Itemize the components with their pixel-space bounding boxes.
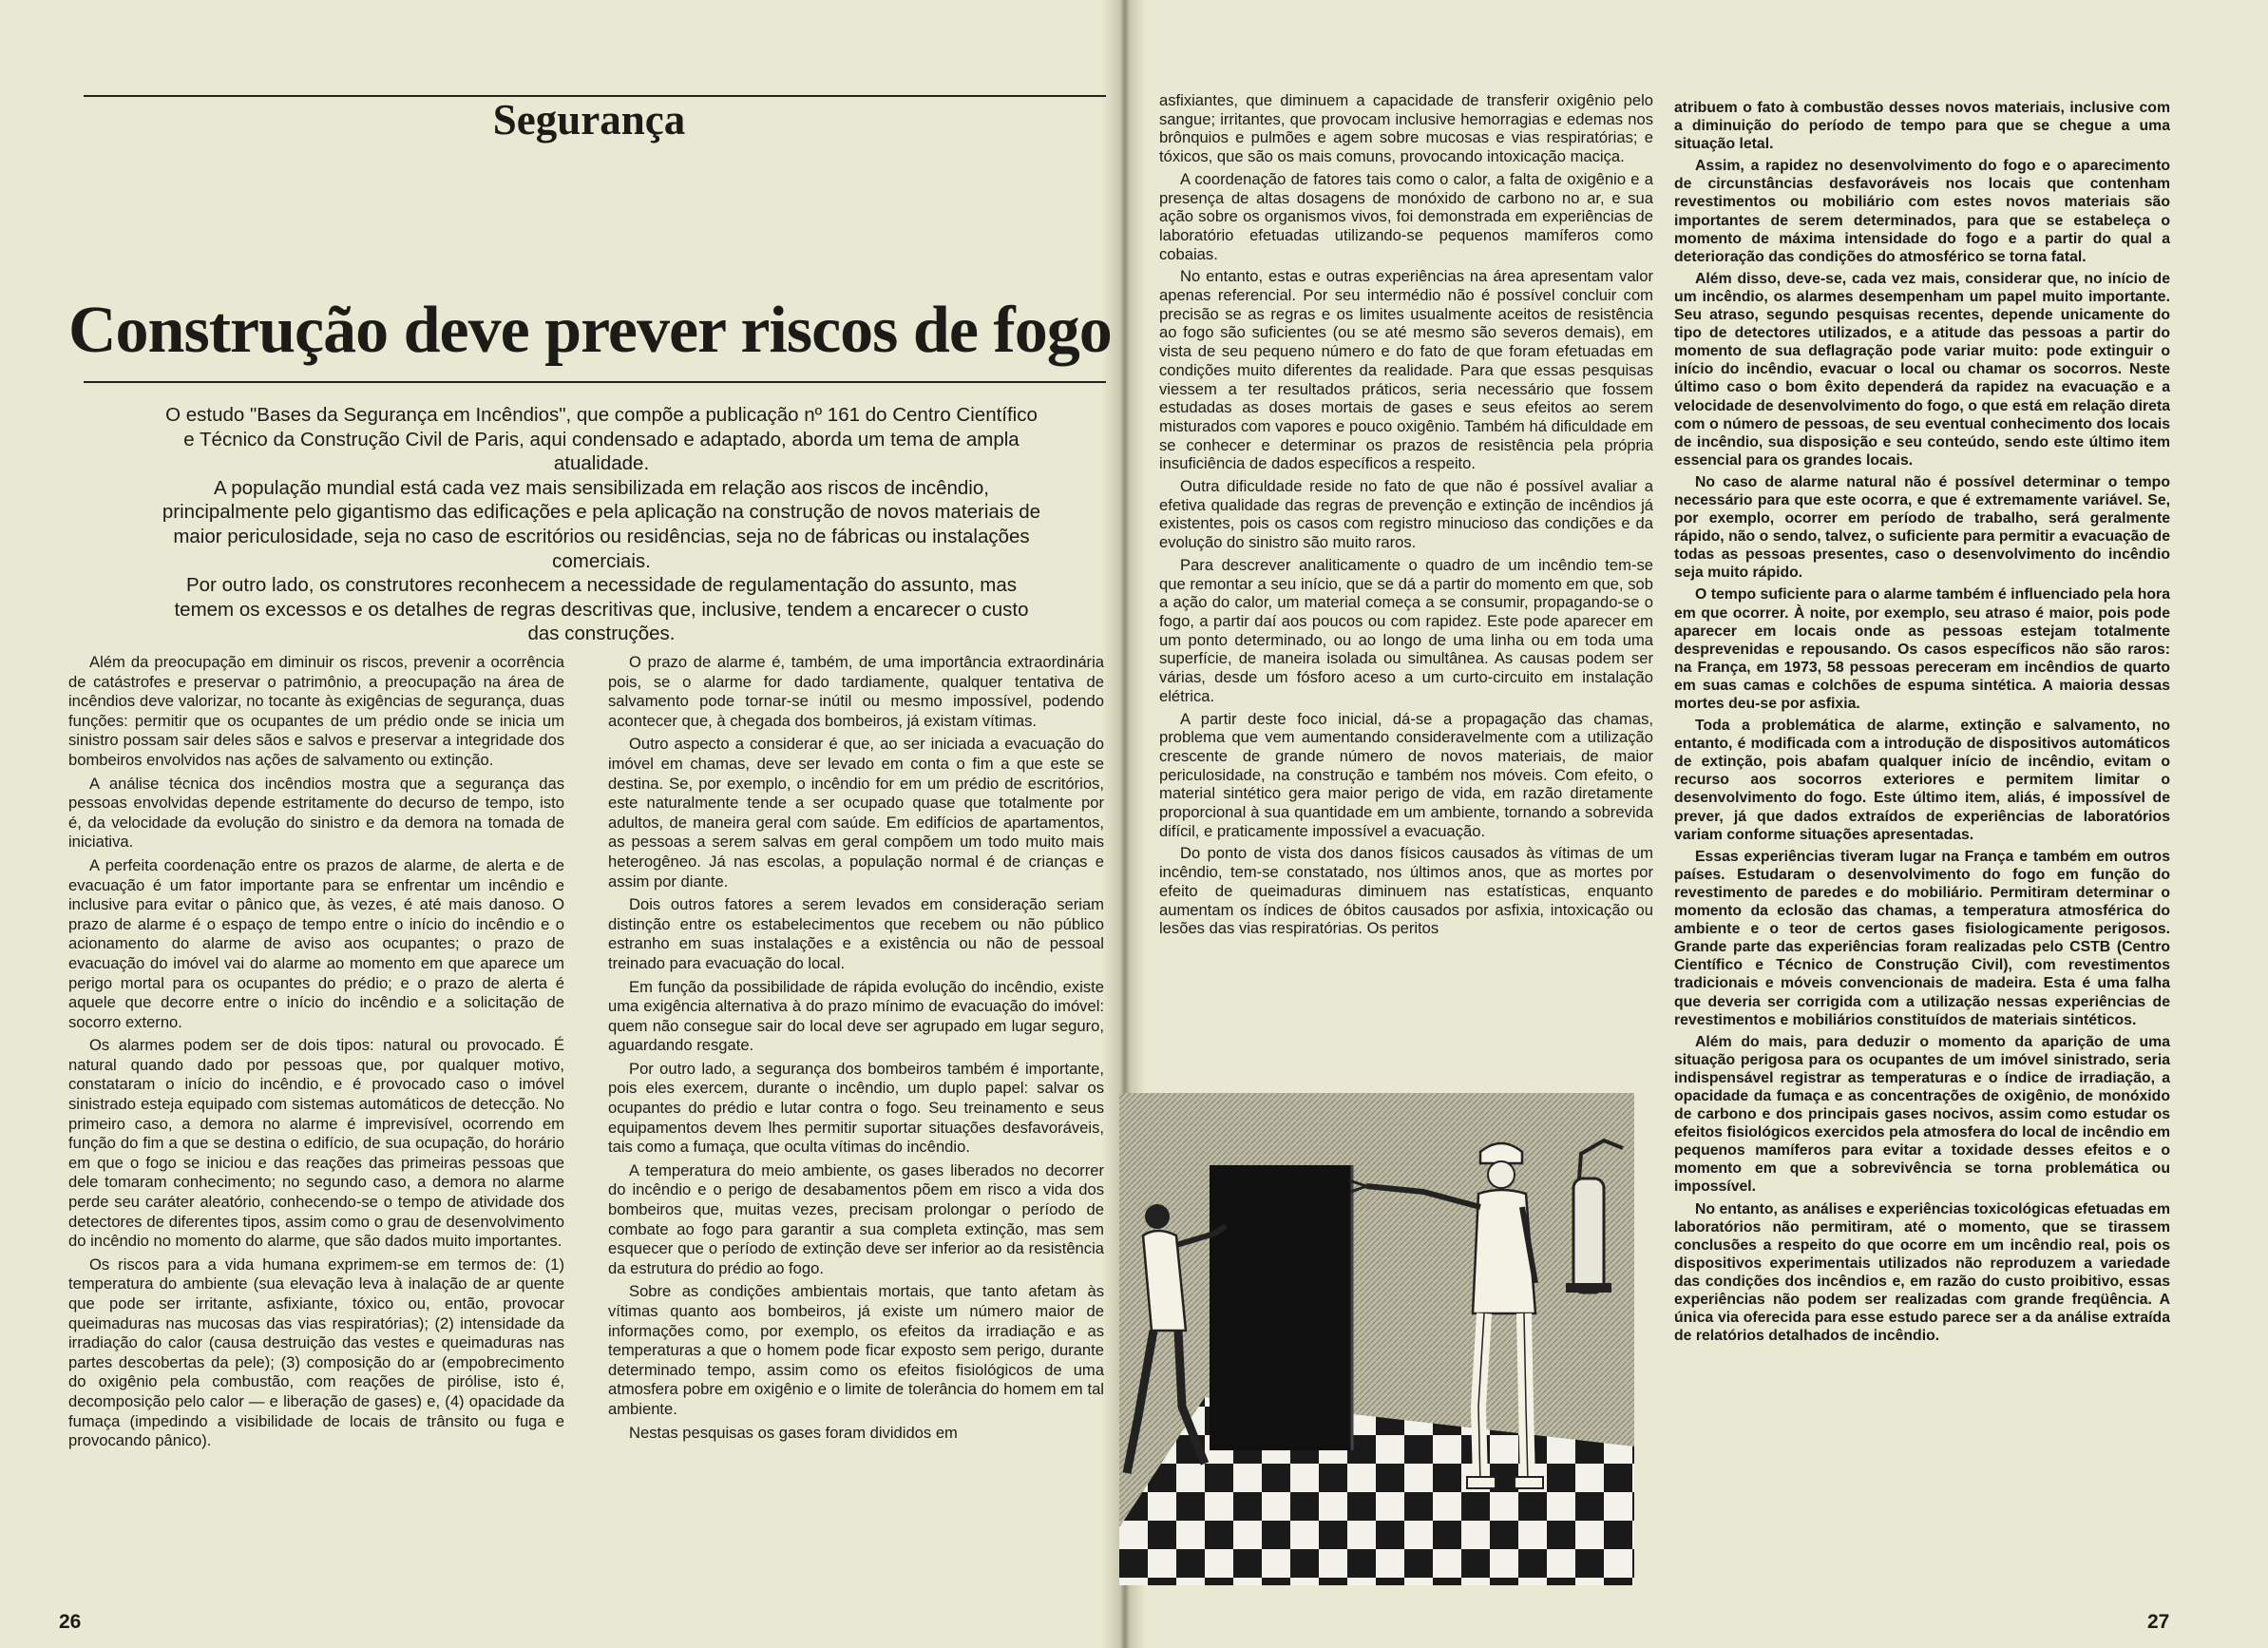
intro-paragraph: O estudo "Bases da Segurança em Incêndios", que compõe a publicação nº 161 do Centro Científico e Técnico da Construção Civil de Paris, aqui condensado e adaptado, aborda um tema de ampla atualidade. <box>165 404 1038 475</box>
column-right-1 <box>1159 91 1653 942</box>
body-paragraph: A análise técnica dos incêndios mostra que a segurança das pessoas envolvidas depende estritamente do decurso de tempo, isto é, da velocidade da evolução do sinistro e da demora na tomada de iniciativa. <box>68 774 564 852</box>
body-paragraph: Além disso, deve-se, cada vez mais, considerar que, no início de um incêndio, os alarmes desempenham um papel muito importante. Seu atraso, segundo pesquisas recentes, depende unicamente do tipo de detectores utilizados, e a atitude das pessoas a partir do momento de sua deflagração pode variar muito: pode extinguir o início do incêndio, evacuar o local ou chamar os socorros. Neste último caso o bom êxito dependerá da rapidez na evacuação e a velocidade de desenvolvimento do fogo, o que está em relação direta com o número de pessoas, de seu eventual conhecimento dos locais de incêndio, sua disposição e seu conteúdo, sendo este último item essencial para os grandes locais. <box>1674 270 2170 469</box>
firefighter-illustration <box>1119 1093 1634 1585</box>
body-paragraph: Além da preocupação em diminuir os riscos, prevenir a ocorrência de catástrofes e preservar o patrimônio, a preocupação na área de incêndios deve valorizar, no tocante às exigências de segurança, duas funções: permitir que os ocupantes de um prédio onde se inicia um sinistro possam sair deles sãos e salvos e preservar a integridade dos bombeiros envolvidos nas ações de salvamento ou extinção. <box>68 653 564 769</box>
article-headline: Construção deve prever riscos de fogo <box>68 294 1112 367</box>
dark-doorway <box>1210 1165 1352 1450</box>
body-paragraph: O prazo de alarme é, também, de uma importância extraordinária pois, se o alarme for dado tardiamente, qualquer tentativa de salvamento pode tornar-se inútil ou mesmo impossível, podendo acontecer que, à chegada dos bombeiros, já existam vítimas. <box>608 653 1104 730</box>
body-paragraph: Os riscos para a vida humana exprimem-se em termos de: (1) temperatura do ambiente (sua elevação leva à inalação de ar quente que pode ser irritante, asfixiante, tóxico ou, então, provocar queimaduras nas mucosas das vias respiratórias); (2) intensidade da irradiação do calor (causa destruição das vestes e queimaduras nas partes descobertas da pele); (3) composição do ar (empobrecimento do oxigênio pela combustão, com reações de pirólise, isto é, decomposição pelo calor — e liberação de gases) e, (4) opacidade da fumaça (impedindo a visibilidade de locais de trânsito ou fuga e provocando pânico). <box>68 1255 564 1450</box>
body-paragraph: A perfeita coordenação entre os prazos de alarme, de alerta e de evacuação é um fator importante para se enfrentar um incêndio e inclusive para evitar o pânico que, às vezes, é até mais danoso. O prazo de alarme é o espaço de tempo entre o início do incêndio e o acionamento do alarme de aviso aos ocupantes; o prazo de evacuação do imóvel vai do alarme ao momento em que aparece um perigo mortal para os ocupantes do prédio; e o prazo de alerta é aquele que decorre entre o início do incêndio e a solicitação de socorro externo. <box>68 855 564 1031</box>
body-paragraph: Nestas pesquisas os gases foram divididos em <box>629 1423 958 1442</box>
page-number-left: 26 <box>59 1611 82 1633</box>
body-paragraph: Toda a problemática de alarme, extinção e salvamento, no entanto, é modificada com a introdução de dispositivos automáticos de extinção, pois abafam qualquer início de incêndio, evitam o recurso aos socorros exteriores e permitem limitar o desenvolvimento do fogo. Este último item, aliás, é impossível de prever, já que dados extraídos de experiências de laboratórios variam conforme situações apresentadas. <box>1674 718 2170 843</box>
body-paragraph: No entanto, as análises e experiências toxicológicas efetuadas em laboratórios não permitiram, até o momento, que se tirassem conclusões a respeito do que ocorre em um incêndio real, pois os dispositivos experimentais utilizados não reproduzem a variedade das condições dos incêndios e, em razão do custo proibitivo, essas experiências não podem ser realizadas com grande freqüência. A única via oferecida para esse estudo parece ser a da análise extraída de relatórios detalhados de incêndio. <box>1674 1200 2170 1345</box>
body-paragraph: Para descrever analiticamente o quadro de um incêndio tem-se que remontar a seu início, que se dá a partir do momento em que, sob a ação do calor, um material começa a se consumir, propagando-se o fogo, a partir daí aos poucos ou com rapidez. Este pode aparecer em um ponto determinado, ou ao longo de uma linha ou em toda uma superfície, de maneira isolada ou simultânea. As causas podem ser várias, desde um fósforo aceso a um curto-circuito em instalação elétrica. <box>1159 555 1653 705</box>
body-paragraph: asfixiantes, que diminuem a capacidade de transferir oxigênio pelo sangue; irritantes, que provocam inclusive hemorragias e edemas nos brônquios e pulmões e agem sobre mucosas e vias respiratórias; e tóxicos, que são os mais comuns, provocando intoxicação maciça. <box>1159 91 1653 166</box>
body-paragraph: A coordenação de fatores tais como o calor, a falta de oxigênio e a presença de altas dosagens de monóxido de carbono no ar, e sua ação sobre os organismos vivos, foi demonstrada em experiências de laboratório efetuadas utilizando-se pequenos mamíferos como cobaias. <box>1159 169 1653 263</box>
body-paragraph: No caso de alarme natural não é possível determinar o tempo necessário para que este ocorra, e que é extremamente variável. Se, por exemplo, ocorrer em período de trabalho, será geralmente rápido, não o sendo, talvez, o suficiente para permitir a evacuação de todas as pessoas presentes, caso o desenvolvimento do incêndio seja muito rápido. <box>1674 473 2170 582</box>
article-intro <box>160 403 1043 646</box>
body-paragraph: Outra dificuldade reside no fato de que não é possível avaliar a efetiva qualidade das regras de prevenção e extinção de incêndios já existentes, pois os casos com registro minucioso das condições e da evolução do sinistro são muito raros. <box>1159 477 1653 552</box>
intro-paragraph: A população mundial está cada vez mais sensibilizada em relação aos riscos de incêndio, principalmente pelo gigantismo das edificações e pela aplicação na construção de novos materiais de maior periculosidade, seja no caso de escritórios ou residências, seja no de fábricas ou instalações comerciais. <box>162 476 1041 572</box>
body-paragraph: Em função da possibilidade de rápida evolução do incêndio, existe uma exigência alternativa à do prazo mínimo de evacuação do imóvel: quem não consegue sair do local deve ser agrupado em lugar seguro, aguardando resgate. <box>608 977 1104 1055</box>
body-paragraph: Sobre as condições ambientais mortais, que tanto afetam às vítimas quanto aos bombeiros, já existe um número maior de informações como, por exemplo, os efeitos da irradiação e as temperaturas a que o homem pode ficar exposto sem perigo, durante determinado tempo, assim como os efeitos fisiológicos de uma atmosfera pobre em oxigênio e o limite de tolerância do homem em tal ambiente. <box>608 1282 1104 1418</box>
page-number-right: 27 <box>2147 1611 2170 1633</box>
column-left-1 <box>68 653 564 1455</box>
body-paragraph: Outro aspecto a considerar é que, ao ser iniciada a evacuação do imóvel em chamas, deve ser levado em conta o fim a que este se destina. Se, por exemplo, o incêndio for em um prédio de escritórios, este naturalmente tende a ser ocupado quase que totalmente por adultos, de maneira geral com saúde. Em edifícios de apartamentos, as pessoas a serem salvas em geral compõem um todo muito mais heterogêneo. Já nas escolas, a população normal é de crianças e assim por diante. <box>608 735 1104 891</box>
column-left-2 <box>608 653 1104 1447</box>
section-title: Segurança <box>492 96 686 144</box>
body-paragraph: O tempo suficiente para o alarme também é influenciado pela hora em que ocorrer. À noite, por exemplo, seu atraso é maior, pois pode aparecer em locais onde as pessoas estejam totalmente desprevenidas e repousando. Os casos específicos não são raros: na França, em 1973, 58 pessoas pereceram em incêndios de quarto em suas camas e colchões de espuma sintética. A maioria dessas mortes deu-se por asfixia. <box>1674 586 2170 712</box>
body-paragraph: Do ponto de vista dos danos físicos causados às vítimas de um incêndio, tem-se constatado, nos últimos anos, que as mortes por efeito de queimaduras diminuem nas estatísticas, enquanto aumentam os índices de óbitos causados por asfixia, intoxicação ou lesões das vias respiratórias. Os peritos <box>1159 844 1653 938</box>
intro-paragraph: Por outro lado, os construtores reconhecem a necessidade de regulamentação do assunto, mas temem os excessos e os detalhes de regras descritivas que, inclusive, tendem a encarecer o custo das construções. <box>174 574 1029 645</box>
header-rule-bottom <box>84 381 1106 383</box>
body-paragraph: Por outro lado, a segurança dos bombeiros também é importante, pois eles exercem, durante o incêndio, um duplo papel: salvar os ocupantes do prédio e lutar contra o fogo. Seu treinamento e seus equipamentos devem lhes permitir suportar situações desfavoráveis, tais como a fumaça, que oculta vítimas do incêndio. <box>608 1059 1104 1157</box>
body-paragraph: A temperatura do meio ambiente, os gases liberados no decorrer do incêndio e o perigo de desabamentos põem em risco a vida dos bombeiros que, muitas vezes, precisam prolongar o período de combate ao fogo para garantir a sua completa extinção, mas sem esquecer que o período de extinção deve ser inferior ao da resistência da estrutura do prédio ao fogo. <box>608 1160 1104 1277</box>
body-paragraph: atribuem o fato à combustão desses novos materiais, inclusive com a diminuição do período de tempo para que se chegue a uma situação letal. <box>1674 100 2170 153</box>
body-paragraph: Essas experiências tiveram lugar na França e também em outros países. Estudaram o desenvolvimento do fogo em função do revestimento de paredes e do mobiliário. Permitiram determinar o momento da eclosão das chamas, a temperatura atmosférica do ambiente e o teor de certos gases fisiologicamente perigosos. Grande parte das experiências foram realizadas pelo CSTB (Centro Científico e Técnico de Construção Civil), com revestimentos tradicionais e móveis convencionais de madeira. Esta é uma falha que deveria ser corrigida com a utilização nessas experiências de revestimentos e mobiliários constituídos de materiais sintéticos. <box>1674 848 2170 1028</box>
body-paragraph: No entanto, estas e outras experiências na área apresentam valor apenas referencial. Por seu intermédio não é possível concluir com precisão se as regras e os limites usualmente aceitos de resistência ao fogo são suficientes (ou se até mesmo são severos demais), em vista de seu pequeno número e do fato de que foram efetuadas em condições muito diferentes da realidade. Para que essas pesquisas viessem a ter resultados práticos, seria necessário que fossem estudadas as doses mortais de gases e seus efeitos ao serem misturados com vapores e pouco oxigênio. Também há dificuldade em se conhecer e determinar os prazos de resistência pela própria insuficiência de dados específicos a respeito. <box>1159 267 1653 473</box>
body-paragraph: Dois outros fatores a serem levados em consideração seriam distinção entre os estabelecimentos que recebem ou não público estranho em suas instalações e a existência ou não de pessoal treinado para evacuação do local. <box>608 895 1104 972</box>
body-paragraph: Os alarmes podem ser de dois tipos: natural ou provocado. É natural quando dado por pessoas que, por qualquer motivo, constataram o início do incêndio, e é provocado caso o imóvel sinistrado esteja equipado com sistemas automáticos de detecção. No primeiro caso, a demora no alarme é imprevisível, ocorrendo em função do fim a que se destina o edifício, de sua ocupação, do horário em que o fogo se iniciou e das reações das primeiras pessoas que dele tomaram conhecimento; no segundo caso, a demora no alarme perde seu caráter aleatório, conhecendo-se o tempo de atividade dos detectores de diferentes tipos, assim como o grau de desenvolvimento do incêndio no momento do alarme, que são dados muito importantes. <box>68 1036 564 1251</box>
column-right-2 <box>1674 99 2170 1349</box>
body-paragraph: A partir deste foco inicial, dá-se a propagação das chamas, problema que vem aumentando consideravelmente com a utilização crescente de grande número de novos materiais, de maior periculosidade, na construção e também nos móveis. Com efeito, o material sintético gera maior perigo de vida, em razão diretamente proporcional à sua quantidade em um ambiente, tornando a sobrevida difícil, e praticamente impossível a evacuação. <box>1159 709 1653 840</box>
body-paragraph: Além do mais, para deduzir o momento da aparição de uma situação perigosa para os ocupantes de um imóvel sinistrado, seria indispensável registrar as temperaturas e o índice de irradiação, a opacidade da fumaça e as concentrações de oxigênio, de monóxido de carbono e dos principais gases nocivos, assim como estudar os efeitos fisiológicos exercidos pela atmosfera do local de incêndio em pequenos mamíferos para evitar a toxidade desses efeitos e o momento em que a sobrevivência se torna problemática ou impossível. <box>1674 1033 2170 1196</box>
illustration-drawing <box>1119 1093 1634 1585</box>
body-paragraph: Assim, a rapidez no desenvolvimento do fogo e o aparecimento de circunstâncias desfavoráveis nos locais que contenham revestimentos ou mobiliário com estes novos materiais são importantes de serem determinados, para que se estabeleça o momento de máxima intensidade do fogo e a partir do qual a deterioração das condições do atmosférico se torna fatal. <box>1674 158 2170 265</box>
